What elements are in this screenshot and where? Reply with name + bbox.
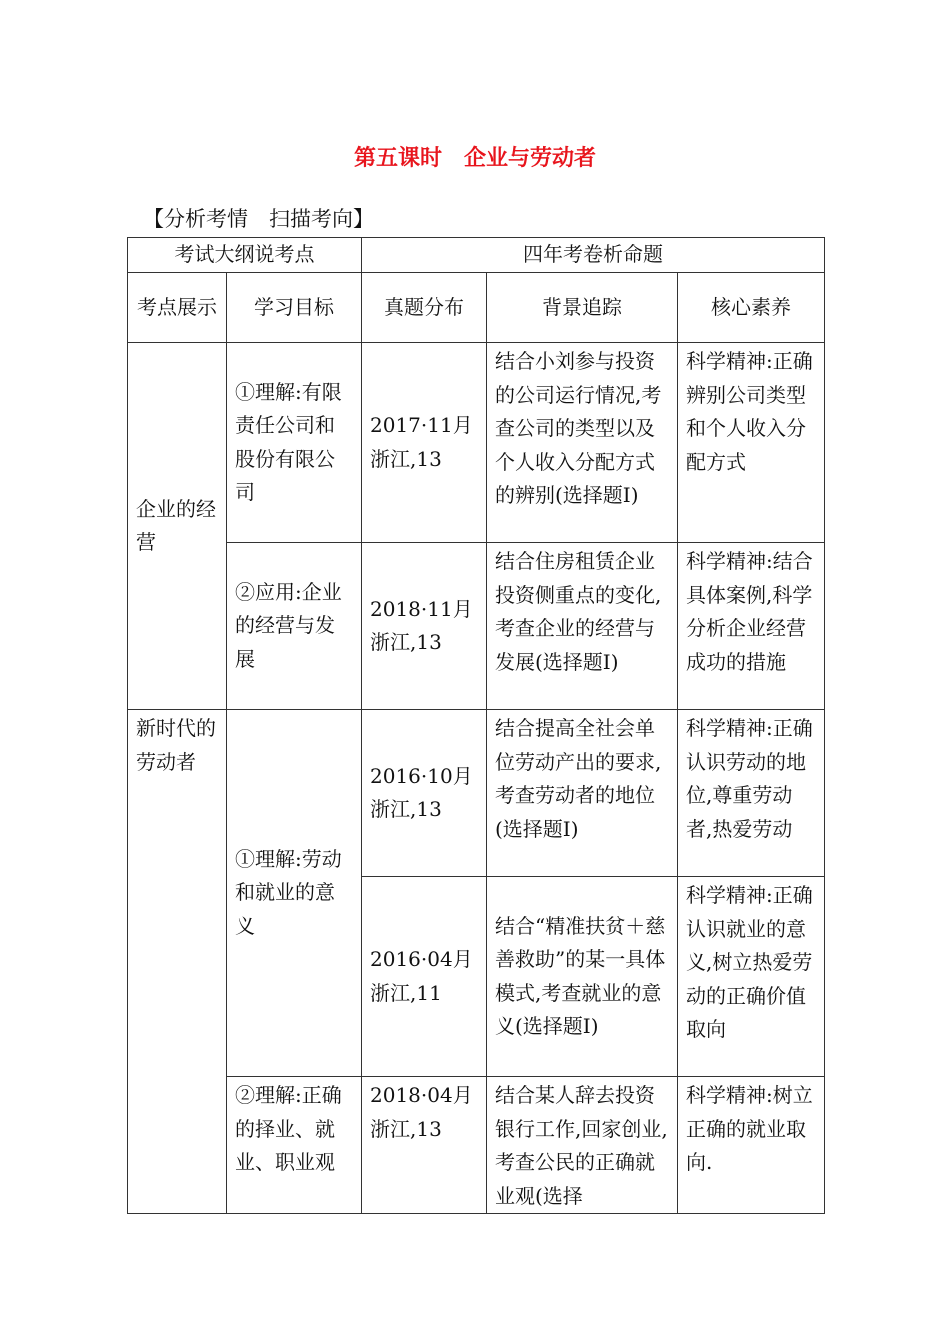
section-heading: 【分析考情 扫描考向】 [143,207,374,231]
literacy-cell: 科学精神:正确辨别公司类型和个人收入分配方式 [678,343,825,543]
table-row [128,543,825,710]
literacy-cell: 科学精神:正确认识就业的意义,树立热爱劳动的正确价值取向 [678,877,825,1077]
background-cell: 结合“精准扶贫＋慈善救助”的某一具体模式,考查就业的意义(选择题Ⅰ) [487,877,678,1077]
page-title: 第五课时 企业与劳动者 [353,146,596,171]
goal-cell: ②应用:企业的经营与发展 [227,543,362,710]
distribution-cell: 2018·11月浙江,13 [362,543,487,710]
distribution-cell: 2017·11月浙江,13 [362,343,487,543]
distribution-cell: 2016·04月浙江,11 [362,877,487,1077]
column-header-distribution: 真题分布 [362,273,487,343]
table-column-header-row [128,273,825,343]
table-row [128,1077,825,1214]
goal-cell: ①理解:有限责任公司和股份有限公司 [227,343,362,543]
distribution-cell: 2016·10月浙江,13 [362,710,487,877]
goal-cell: ②理解:正确的择业、就业、职业观 [227,1077,362,1214]
topic-cell-enterprise: 企业的经营 [128,343,227,710]
literacy-cell: 科学精神:结合具体案例,科学分析企业经营成功的措施 [678,543,825,710]
background-cell: 结合提高全社会单位劳动产出的要求,考查劳动者的地位(选择题Ⅰ) [487,710,678,877]
table-row [128,343,825,543]
goal-cell: ①理解:劳动和就业的意义 [227,710,362,1077]
table-row [128,710,825,877]
column-header-goal: 学习目标 [227,273,362,343]
background-cell: 结合住房租赁企业投资侧重点的变化,考查企业的经营与发展(选择题Ⅰ) [487,543,678,710]
background-cell: 结合某人辞去投资银行工作,回家创业,考查公民的正确就业观(选择 [487,1077,678,1214]
exam-analysis-table [127,237,825,1214]
distribution-cell: 2018·04月浙江,13 [362,1077,487,1214]
column-header-literacy: 核心素养 [678,273,825,343]
topic-cell-worker: 新时代的劳动者 [128,710,227,1214]
column-header-topic: 考点展示 [128,273,227,343]
group-header-exam-analysis: 四年考卷析命题 [362,238,825,273]
literacy-cell: 科学精神:树立正确的就业取向. [678,1077,825,1214]
group-header-syllabus: 考试大纲说考点 [128,238,362,273]
column-header-background: 背景追踪 [487,273,678,343]
literacy-cell: 科学精神:正确认识劳动的地位,尊重劳动者,热爱劳动 [678,710,825,877]
table-group-header-row [128,238,825,273]
background-cell: 结合小刘参与投资的公司运行情况,考查公司的类型以及个人收入分配方式的辨别(选择题Ⅰ) [487,343,678,543]
